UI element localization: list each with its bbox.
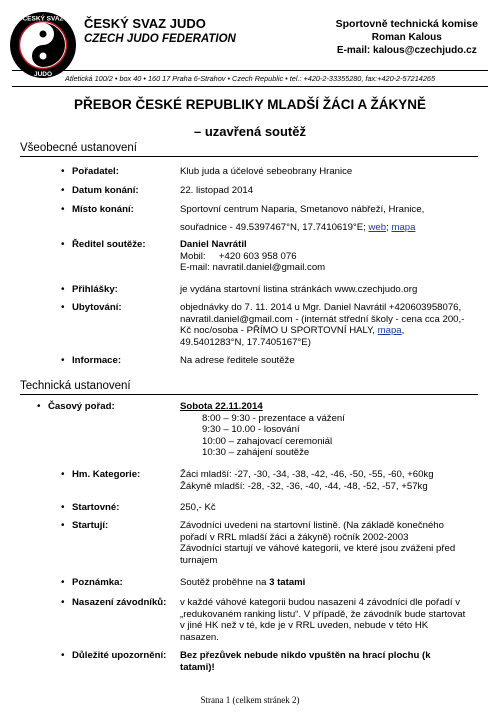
director-email: E-mail: navratil.daniel@gmail.com	[180, 262, 326, 273]
value-venue	[180, 204, 480, 233]
label-entries: Přihlášky:	[72, 284, 118, 295]
document-subtitle: – uzavřená soutěž	[194, 124, 306, 139]
bullet-icon: •	[61, 469, 65, 480]
page-footer: Strana 1 (celkem stránek 2)	[200, 695, 300, 705]
venue-map-link[interactable]: mapa	[391, 221, 416, 233]
org-name-en: CZECH JUDO FEDERATION	[84, 33, 236, 45]
org-name-cz: ČESKÝ SVAZ JUDO	[84, 16, 206, 31]
venue-web-link[interactable]: web	[368, 221, 387, 233]
value-schedule	[180, 401, 480, 459]
label-venue: Místo konání:	[72, 204, 134, 215]
lodging-line-3: Kč noc/osoba - PŘÍMO U SPORTOVNÍ HALY, mapa,	[180, 325, 405, 336]
bullet-icon: •	[61, 520, 65, 531]
starts-line-2: pořadí v RRL mladší žáci a žákyně) ročník 2002-2003	[180, 531, 409, 543]
section-heading-general: Všeobecné ustanovení	[20, 142, 138, 154]
value-starts	[180, 520, 480, 566]
label-schedule: Časový pořad:	[48, 401, 115, 412]
seeding-line-1: v každé váhové kategorii budou nasazeni 4 závodníci dle pořadí v	[180, 597, 460, 608]
label-info: Informace:	[72, 355, 122, 366]
bullet-icon: •	[61, 185, 65, 196]
logo-text-top: ČESKÝ SVAZ	[22, 15, 64, 23]
value-director	[180, 239, 480, 274]
lodging-line-1: objednávky do 7. 11. 2014 u Mgr. Daniel Navrátil +420603958076,	[180, 302, 462, 313]
label-weights: Hm. Kategorie:	[72, 469, 141, 480]
schedule-item: 9:30 – 10.00 - losování	[202, 424, 300, 435]
bullet-icon: •	[61, 577, 65, 588]
bullet-icon: •	[61, 650, 65, 661]
schedule-item: 10:00 – zahajovací ceremoniál	[202, 435, 333, 447]
value-note	[180, 577, 480, 589]
value-fee: 250,- Kč	[180, 502, 216, 513]
important-line-2: tatami)!	[180, 661, 215, 673]
label-note: Poznámka:	[72, 577, 123, 588]
bullet-icon: •	[61, 355, 65, 366]
starts-line-4: turnajem	[180, 554, 218, 566]
director-mobile: Mobil: +420 603 958 076	[180, 250, 297, 262]
value-lodging	[180, 302, 480, 348]
value-entries: je vydána startovní listina stránkách www.czechjudo.org	[180, 284, 418, 295]
lodging-line-2: navratil.daniel@gmail.com - (internát střední školy - cena cca 200,-	[180, 313, 465, 325]
director-name: Daniel Navrátil	[180, 239, 247, 250]
bullet-icon: •	[61, 204, 65, 215]
logo-text-bottom: JUDO	[33, 71, 53, 78]
committee-person: Roman Kalous	[371, 32, 442, 43]
label-organizer: Pořadatel:	[72, 166, 119, 177]
label-lodging: Ubytování:	[72, 302, 122, 313]
seeding-line-3: v jiné HK než v té, kde je v RRL uveden, nebude v této HK	[180, 620, 429, 631]
weights-boys: Žáci mladší: -27, -30, -34, -38, -42, -46, -50, -55, -60, +60kg	[180, 469, 434, 480]
section-heading-technical: Technická ustanovení	[20, 380, 131, 392]
lodging-text-3: Kč noc/osoba - PŘÍMO U SPORTOVNÍ HALY,	[180, 325, 375, 336]
header-rule-bottom	[12, 86, 488, 87]
lodging-line-4: 49.5401283°N, 17.7405167°E)	[180, 336, 311, 348]
committee-block	[336, 18, 478, 57]
committee-email: E-mail: kalous@czechjudo.cz	[336, 45, 477, 56]
weights-girls: Žákyně mladší: -28, -32, -36, -40, -44, -48, -52, -57, +57kg	[180, 480, 428, 492]
bullet-icon: •	[61, 502, 65, 513]
bullet-icon: •	[61, 166, 65, 177]
label-date: Datum konání:	[72, 185, 139, 196]
label-seeding: Nasazení závodníků:	[72, 597, 167, 608]
important-line-1: Bez přezůvek nebude nikdo vpuštěn na hrací plochu (k	[180, 650, 431, 661]
bullet-icon: •	[61, 302, 65, 313]
starts-line-3: Závodníci startují ve váhové kategorii, ve které jsou zváženi před	[180, 543, 456, 554]
label-director: Ředitel soutěže:	[72, 239, 146, 250]
label-starts: Startují:	[72, 520, 109, 531]
section-divider-technical	[20, 394, 478, 395]
schedule-day: Sobota 22.11.2014	[180, 401, 263, 412]
venue-line-2	[180, 222, 480, 234]
value-date: 22. listopad 2014	[180, 185, 254, 196]
value-seeding	[180, 597, 480, 643]
venue-line-1: Sportovní centrum Naparia, Smetanovo nábřeží, Hranice,	[180, 204, 425, 215]
bullet-icon: •	[61, 284, 65, 295]
bullet-icon: •	[61, 597, 65, 608]
seeding-line-2: „redukovaném ranking listu“. V případě, že závodník bude startovat	[180, 608, 466, 620]
value-weights	[180, 469, 480, 492]
bullet-icon: •	[37, 401, 41, 412]
label-fee: Startovné:	[72, 502, 120, 513]
label-important: Důležité upozornění:	[72, 650, 167, 661]
schedule-item: 10:30 – zahájení soutěže	[202, 447, 310, 458]
note-text: Soutěž proběhne na	[180, 577, 270, 588]
bullet-icon: •	[61, 239, 65, 250]
value-organizer: Klub juda a účelové sebeobrany Hranice	[180, 166, 353, 177]
header-address: Atletická 100/2 • box 40 • 160 17 Praha 6-Strahov • Czech Republic • tel.: +420-2-33355280, fax:+420-2-57214265	[64, 74, 436, 83]
header-rule-top	[12, 70, 488, 71]
starts-line-1: Závodníci uvedeni na startovní listině. (Na základě konečného	[180, 520, 444, 531]
venue-separator: ;	[386, 221, 389, 233]
committee-name: Sportovně technická komise	[335, 18, 478, 30]
seeding-line-4: nasazen.	[180, 631, 219, 643]
lodging-map-link[interactable]: mapa	[377, 325, 402, 336]
value-important	[180, 650, 480, 673]
value-info: Na adrese ředitele soutěže	[180, 355, 295, 366]
note-tatami: 3 tatami	[269, 577, 306, 588]
schedule-item: 8:00 – 9:30 - prezentace a vážení	[202, 412, 345, 424]
venue-coords: souřadnice - 49.5397467°N, 17.7410619°E;	[180, 221, 366, 233]
section-divider-general	[20, 156, 478, 157]
document-title: PŘEBOR ČESKÉ REPUBLIKY MLADŠÍ ŽÁCI A ŽÁKYNĚ	[73, 97, 427, 112]
